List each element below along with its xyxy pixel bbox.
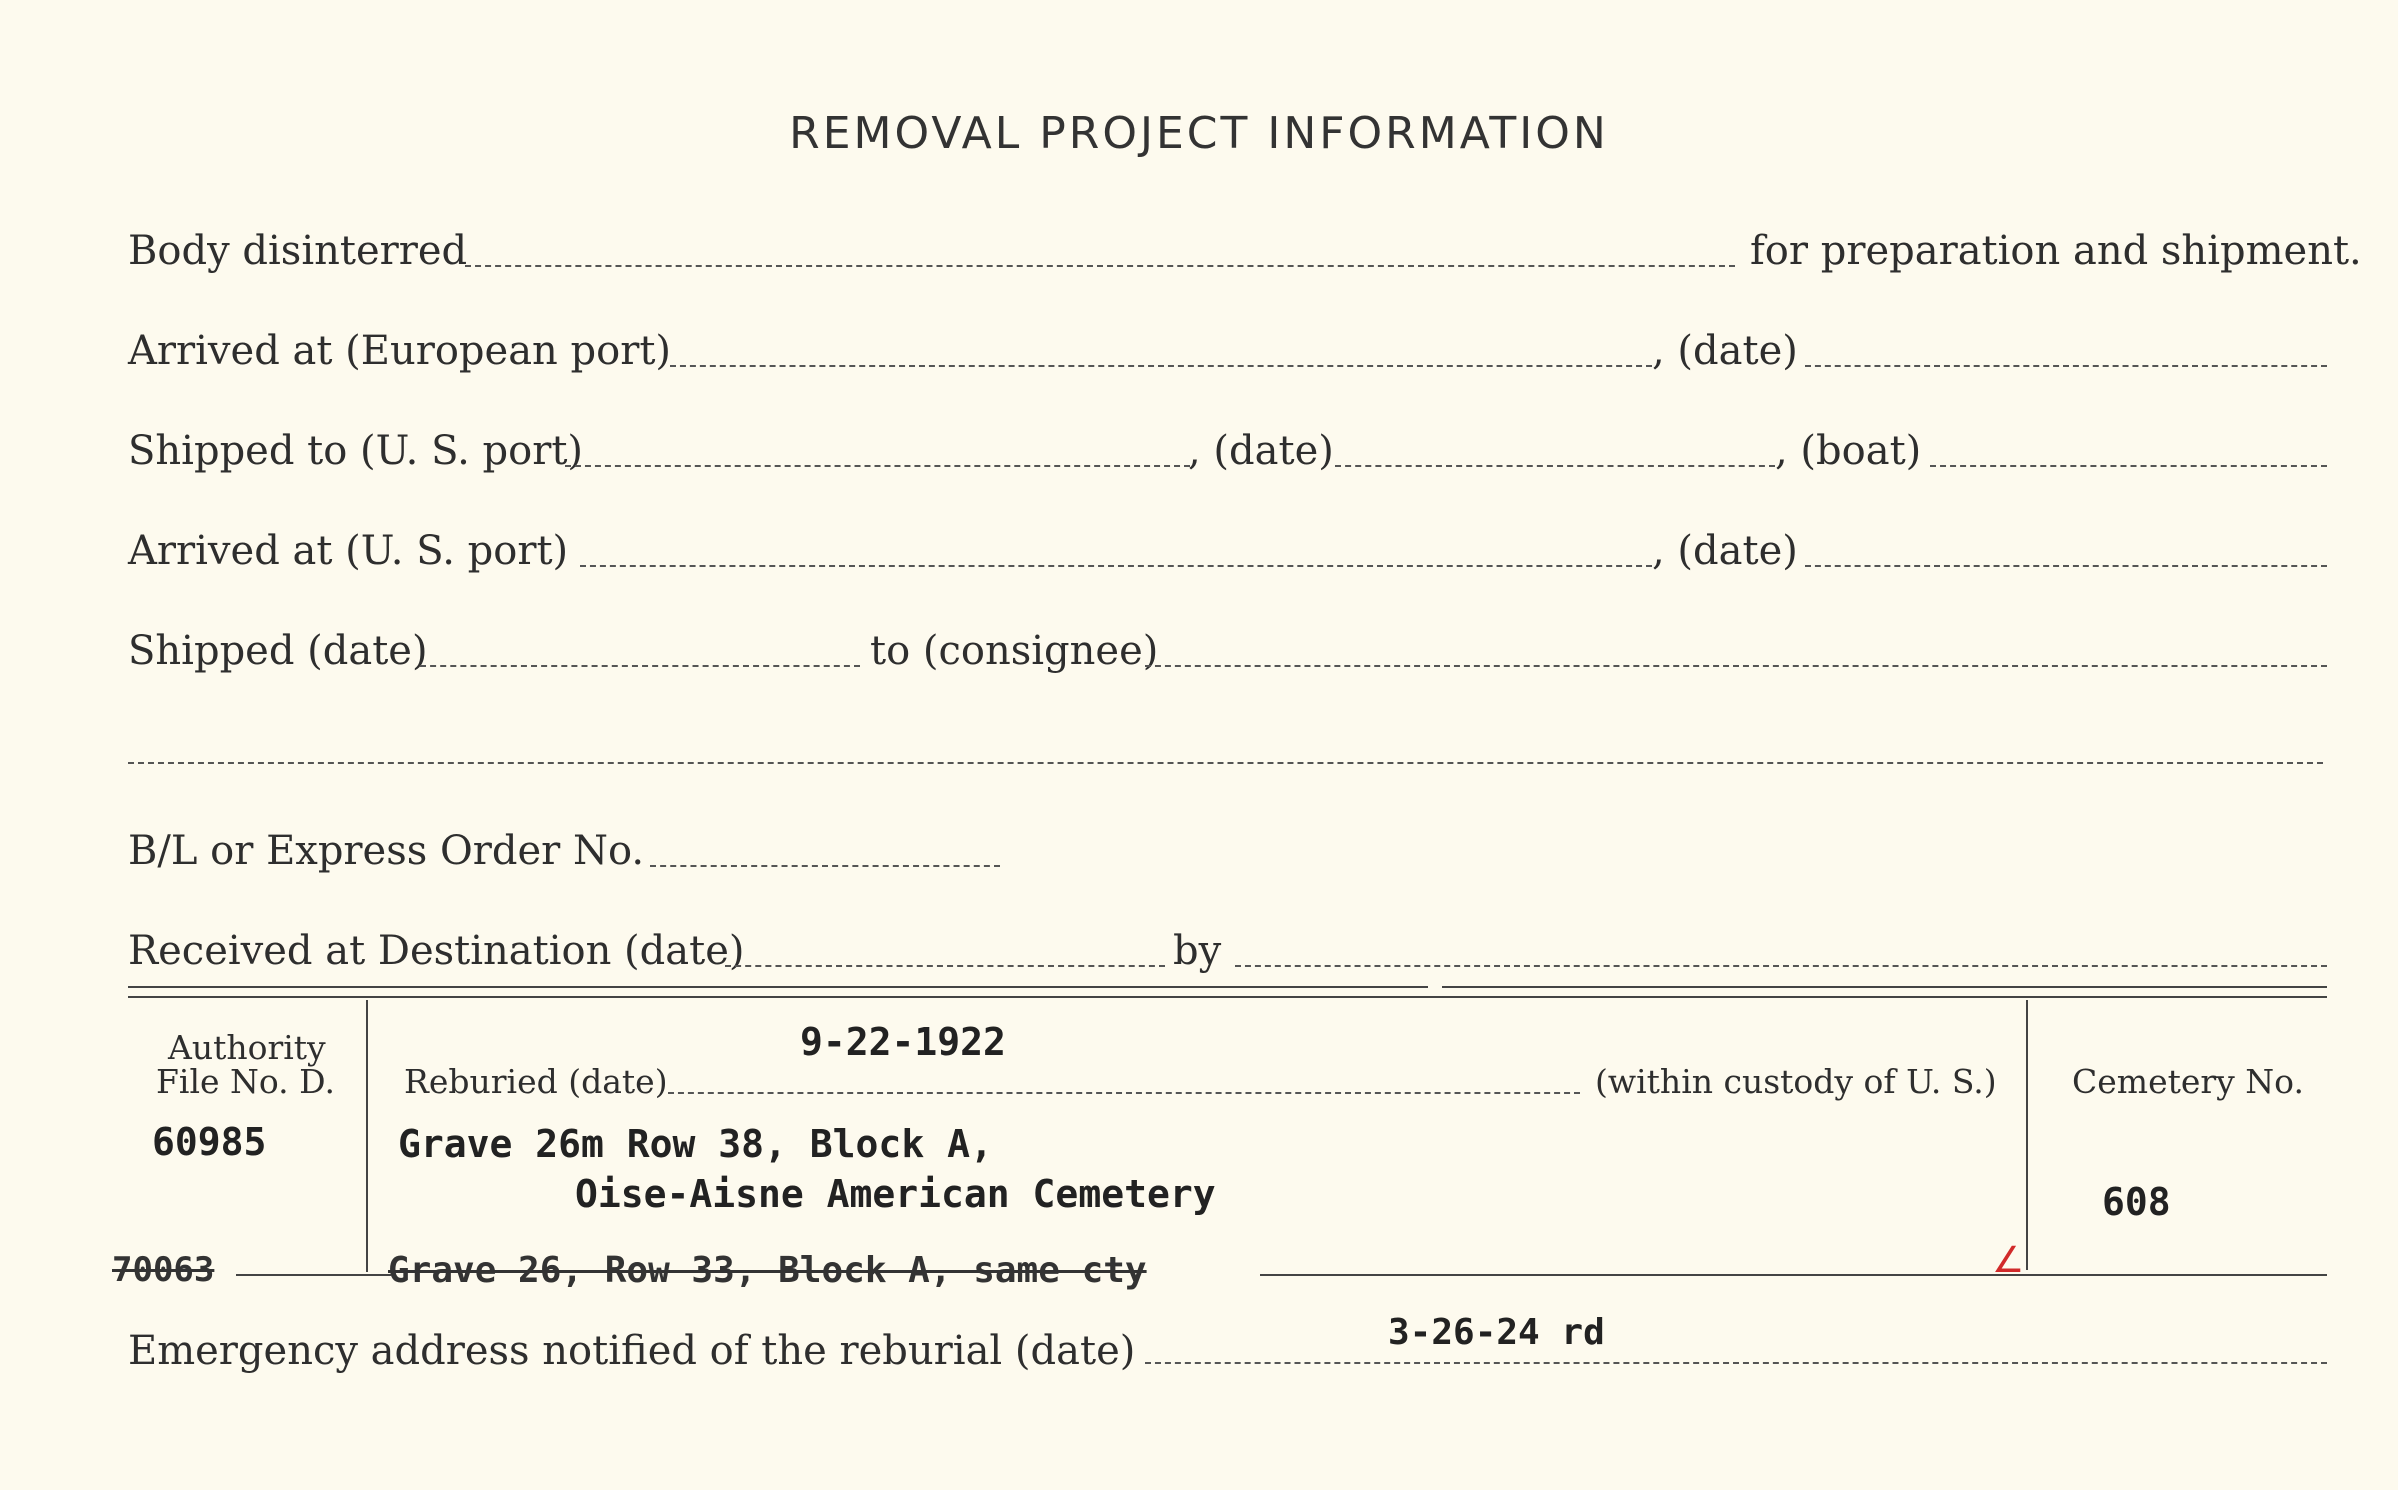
file-no-label: File No. D. [156,1062,335,1101]
consignee-line [1145,665,2327,667]
struck-grave-entry: Grave 26, Row 33, Block A, same cty [388,1250,1147,1291]
shipped-date-line [1335,465,1775,467]
red-check-mark: ∠ [1992,1240,2025,1281]
body-disinterred-line [465,265,1735,267]
emergency-line [1145,1362,2327,1364]
bl-order-line [650,865,1000,867]
authority-divider [366,1000,368,1272]
received-dest-line [725,965,1165,967]
emergency-label: Emergency address notified of the reburial (date) [128,1328,1136,1374]
reburial-line-1: Grave 26m Row 38, Block A, [398,1122,993,1166]
shipped-us-port-label: Shipped to (U. S. port) [128,428,583,474]
custody-label: (within custody of U. S.) [1595,1062,1997,1101]
arrived-us-port-label: Arrived at (U. S. port) [128,528,569,574]
emergency-date-value: 3-26-24 rd [1388,1312,1605,1353]
arrived-us-port-line [580,565,1652,567]
old-file-number: 70063 [112,1250,215,1290]
consignee-label: to (consignee) [870,628,1159,674]
blank-line [128,762,2323,764]
cemetery-divider [2026,1000,2028,1270]
arrived-european-label: Arrived at (European port) [128,328,672,374]
boat-label: , (boat) [1775,428,1922,474]
reburied-line [668,1092,1580,1094]
reburied-date: 9-22-1922 [800,1020,1006,1064]
reburial-line-2: Oise-Aisne American Cemetery [575,1172,1216,1216]
double-rule-top-left [128,986,1428,988]
arrived-us-port-date-line [1805,565,2327,567]
reburied-label: Reburied (date) [404,1062,668,1101]
by-line [1235,965,2327,967]
card-title: REMOVAL PROJECT INFORMATION [789,108,1609,159]
body-disinterred-label: Body disinterred [128,228,468,274]
authority-file-number: 60985 [152,1120,267,1164]
for-preparation-label: for preparation and shipment. [1750,228,2362,274]
bl-order-label: B/L or Express Order No. [128,828,645,874]
shipped-date-line-row5 [420,665,860,667]
double-rule-bottom [128,996,2327,998]
arrived-european-date-line [1805,365,2327,367]
shipped-date-label: , (date) [1188,428,1334,474]
cemetery-label: Cemetery No. [2072,1062,2304,1101]
cemetery-number: 608 [2102,1180,2171,1224]
shipped-us-port-line [565,465,1190,467]
by-label: by [1173,928,1222,974]
arrived-european-date-label: , (date) [1652,328,1798,374]
received-dest-label: Received at Destination (date) [128,928,745,974]
double-rule-top-right [1442,986,2327,988]
boat-line [1930,465,2327,467]
old-file-leader [236,1274,391,1276]
struck-rule [1260,1274,2327,1276]
arrived-us-port-date-label: , (date) [1652,528,1798,574]
shipped-date-label-row5: Shipped (date) [128,628,428,674]
authority-label: Authority [168,1028,326,1067]
arrived-european-line [670,365,1652,367]
